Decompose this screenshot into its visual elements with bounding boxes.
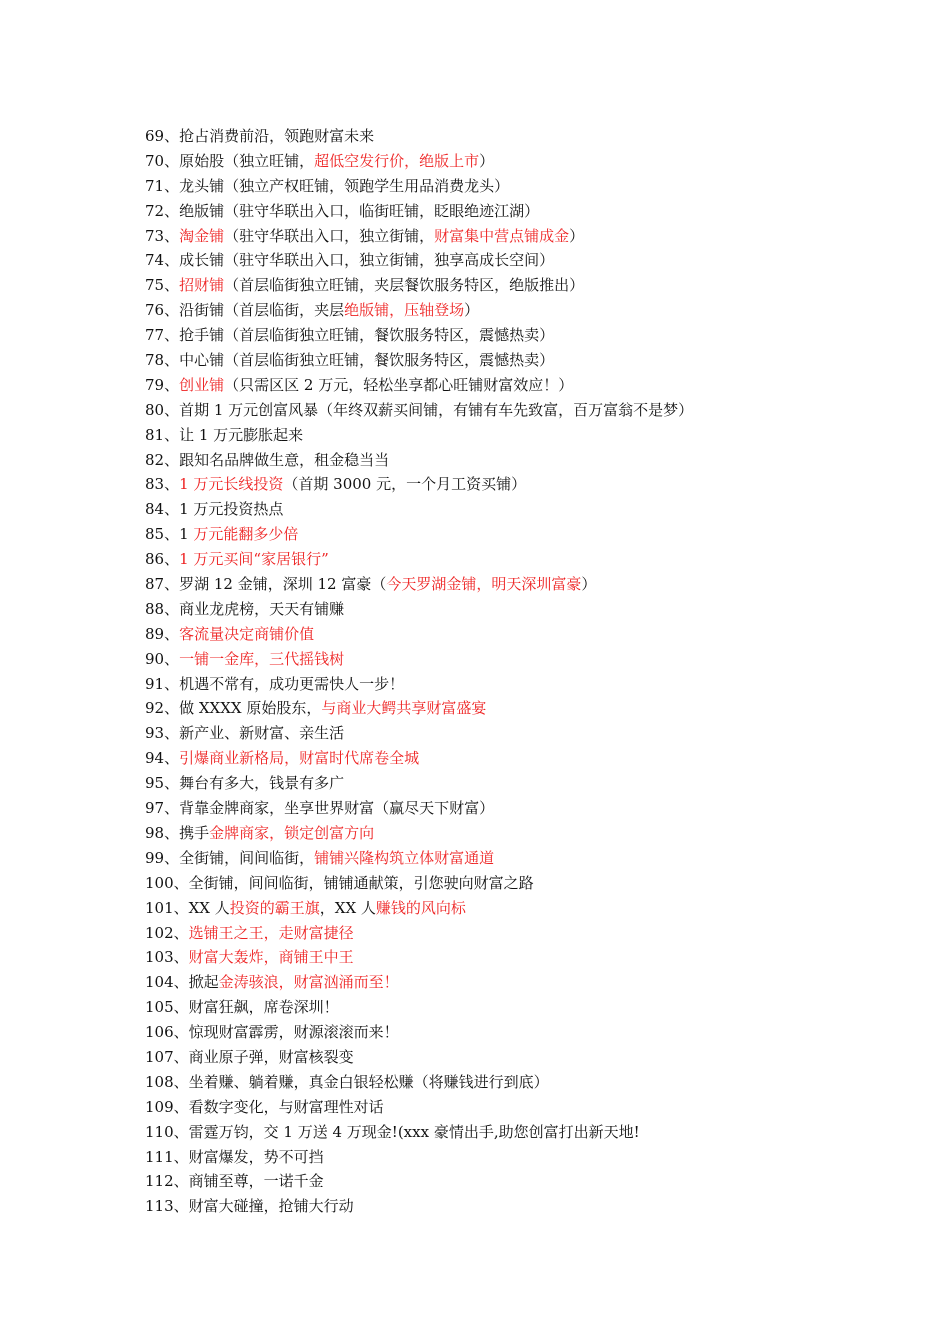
line-text: 100、全街铺，间间临街，铺铺通献策，引您驶向财富之路 — [145, 873, 534, 892]
line-text: （只需区区 2 万元，轻松坐享都心旺铺财富效应！） — [224, 375, 574, 394]
line-text: 70、原始股（独立旺铺， — [145, 151, 315, 170]
slogan-line — [145, 398, 925, 423]
slogan-line — [145, 1045, 925, 1070]
slogan-line — [145, 696, 925, 721]
line-text: 73、 — [145, 226, 180, 245]
line-text: 81、让 1 万元膨胀起来 — [145, 425, 304, 444]
slogan-line — [145, 771, 925, 796]
line-text: 97、背靠金牌商家，坐享世界财富（赢尽天下财富） — [145, 799, 495, 818]
line-text: 112、商铺至尊，一诺千金 — [145, 1172, 324, 1191]
highlighted-text: 财富大轰炸，商铺王中王 — [188, 948, 354, 967]
slogan-line — [145, 1070, 925, 1095]
line-text: 108、坐着赚、躺着赚，真金白银轻松赚（将赚钱进行到底） — [145, 1072, 549, 1091]
slogan-line — [145, 149, 925, 174]
slogan-line — [145, 1120, 925, 1145]
slogan-line — [145, 547, 925, 572]
highlighted-text: 创业铺 — [179, 375, 225, 394]
line-text: 85、1 — [145, 525, 194, 544]
line-text: ，XX 人 — [319, 898, 376, 917]
line-text: 94、 — [145, 749, 180, 768]
line-text: 83、 — [145, 475, 180, 494]
slogan-line — [145, 945, 925, 970]
line-text: 92、做 XXXX 原始股东， — [145, 699, 322, 718]
slogan-line — [145, 224, 925, 249]
slogan-list — [145, 124, 925, 1219]
slogan-line — [145, 896, 925, 921]
slogan-line — [145, 871, 925, 896]
highlighted-text: 一铺一金库，三代摇钱树 — [179, 649, 345, 668]
slogan-line — [145, 647, 925, 672]
slogan-line — [145, 1020, 925, 1045]
line-text: 79、 — [145, 375, 180, 394]
line-text: 78、中心铺（首层临街独立旺铺，餐饮服务特区，震憾热卖） — [145, 351, 555, 370]
line-text: （首期 3000 元，一个月工资买铺） — [283, 475, 527, 494]
slogan-line — [145, 348, 925, 373]
slogan-line — [145, 248, 925, 273]
highlighted-text: 今天罗湖金铺，明天深圳富豪 — [386, 575, 582, 594]
highlighted-text: 财富集中营点铺成金 — [434, 226, 570, 245]
slogan-line — [145, 273, 925, 298]
highlighted-text: 金牌商家，锁定创富方向 — [209, 823, 375, 842]
line-text: 106、惊现财富霹雳，财源滚滚而来！ — [145, 1023, 399, 1042]
slogan-line — [145, 1194, 925, 1219]
highlighted-text: 铺铺兴隆构筑立体财富通道 — [314, 848, 495, 867]
slogan-line — [145, 746, 925, 771]
highlighted-text: 招财铺 — [179, 276, 225, 295]
line-text: 82、跟知名品牌做生意，租金稳当当 — [145, 450, 390, 469]
line-text: 71、龙头铺（独立产权旺铺，领跑学生用品消费龙头） — [145, 176, 510, 195]
slogan-line — [145, 995, 925, 1020]
line-text: 109、看数字变化，与财富理性对话 — [145, 1097, 384, 1116]
slogan-line — [145, 821, 925, 846]
highlighted-text: 客流量决定商铺价值 — [179, 624, 315, 643]
slogan-line — [145, 846, 925, 871]
slogan-line — [145, 298, 925, 323]
line-text: 111、财富爆发，势不可挡 — [145, 1147, 324, 1166]
slogan-line — [145, 497, 925, 522]
slogan-line — [145, 572, 925, 597]
line-text: 105、财富狂飙，席卷深圳！ — [145, 998, 339, 1017]
line-text: 95、舞台有多大，钱景有多广 — [145, 774, 345, 793]
slogan-line — [145, 921, 925, 946]
line-text: 76、沿街铺（首层临街，夹层 — [145, 301, 345, 320]
highlighted-text: 超低空发行价，绝版上市 — [314, 151, 480, 170]
line-text: （驻守华联出入口，独立街铺， — [224, 226, 435, 245]
highlighted-text: 引爆商业新格局，财富时代席卷全城 — [179, 749, 420, 768]
line-text: ） — [569, 226, 585, 245]
slogan-line — [145, 1145, 925, 1170]
line-text: 77、抢手铺（首层临街独立旺铺，餐饮服务特区，震憾热卖） — [145, 326, 555, 345]
slogan-line — [145, 522, 925, 547]
slogan-line — [145, 1095, 925, 1120]
highlighted-text: 与商业大鳄共享财富盛宴 — [321, 699, 487, 718]
line-text: 104、掀起 — [145, 973, 219, 992]
line-text: 80、首期 1 万元创富风暴（年终双薪买间铺，有铺有车先致富，百万富翁不是梦） — [145, 400, 694, 419]
highlighted-text: 金涛骇浪，财富汹涌而至！ — [218, 973, 399, 992]
line-text: 90、 — [145, 649, 180, 668]
slogan-line — [145, 597, 925, 622]
slogan-line — [145, 174, 925, 199]
line-text: 89、 — [145, 624, 180, 643]
slogan-line — [145, 199, 925, 224]
slogan-line — [145, 423, 925, 448]
slogan-line — [145, 472, 925, 497]
line-text: （首层临街独立旺铺，夹层餐饮服务特区，绝版推出） — [224, 276, 585, 295]
highlighted-text: 赚钱的风向标 — [375, 898, 466, 917]
slogan-line — [145, 373, 925, 398]
slogan-line — [145, 1169, 925, 1194]
highlighted-text: 万元能翻多少倍 — [193, 525, 299, 544]
line-text: 103、 — [145, 948, 189, 967]
line-text: 101、XX 人 — [145, 898, 230, 917]
slogan-line — [145, 672, 925, 697]
line-text: 86、 — [145, 550, 180, 569]
line-text: 75、 — [145, 276, 180, 295]
slogan-line — [145, 124, 925, 149]
slogan-line — [145, 721, 925, 746]
highlighted-text: 1 万元长线投资 — [179, 475, 284, 494]
slogan-line — [145, 796, 925, 821]
slogan-line — [145, 323, 925, 348]
line-text: 91、机遇不常有，成功更需快人一步！ — [145, 674, 405, 693]
line-text: 113、财富大碰撞，抢铺大行动 — [145, 1197, 354, 1216]
slogan-line — [145, 622, 925, 647]
line-text: ） — [479, 151, 495, 170]
line-text: 74、成长铺（驻守华联出入口，独立街铺，独享高成长空间） — [145, 251, 555, 270]
highlighted-text: 绝版铺，压轴登场 — [344, 301, 465, 320]
line-text: 93、新产业、新财富、亲生活 — [145, 724, 345, 743]
line-text: 107、商业原子弹，财富核裂变 — [145, 1047, 354, 1066]
line-text: 84、1 万元投资热点 — [145, 500, 284, 519]
highlighted-text: 选铺王之王，走财富捷径 — [188, 923, 354, 942]
line-text: 88、商业龙虎榜，天天有铺赚 — [145, 599, 345, 618]
line-text: 72、绝版铺（驻守华联出入口，临街旺铺，眨眼绝迹江湖） — [145, 201, 540, 220]
line-text: 87、罗湖 12 金铺，深圳 12 富豪（ — [145, 575, 387, 594]
highlighted-text: 1 万元买间“家居银行” — [179, 550, 329, 569]
slogan-line — [145, 970, 925, 995]
line-text: ） — [581, 575, 597, 594]
line-text: 102、 — [145, 923, 189, 942]
line-text: ） — [464, 301, 480, 320]
highlighted-text: 淘金铺 — [179, 226, 225, 245]
line-text: 98、携手 — [145, 823, 210, 842]
slogan-line — [145, 448, 925, 473]
line-text: 69、抢占消费前沿，领跑财富未来 — [145, 127, 375, 145]
line-text: 99、全街铺，间间临街， — [145, 848, 315, 867]
highlighted-text: 投资的霸王旗 — [229, 898, 320, 917]
line-text: 110、雷霆万钧，交 1 万送 4 万现金!(xxx 豪情出手,助您创富打出新天地! — [145, 1122, 640, 1141]
